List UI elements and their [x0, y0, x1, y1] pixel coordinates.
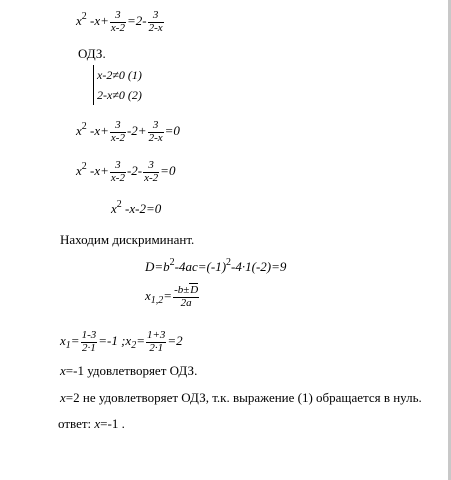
- fraction: $\frac{3}{2-x}$: [148, 119, 163, 144]
- sqrt-sign: D: [190, 284, 199, 296]
- fraction: $\frac{3}{x-2}$: [110, 9, 125, 34]
- fraction: $\frac{3}{2-x}$: [148, 9, 163, 34]
- discriminant-formula: $D=b^2-4ac=(-1)^2-4\cdot 1(-2)=9$: [145, 257, 287, 274]
- note-x1: x=-1 удовлетворяет ОДЗ.: [60, 363, 198, 378]
- system-row-1: x-2≠0 (1): [97, 68, 142, 82]
- fraction: $\frac{3}{x-2}$: [110, 159, 125, 184]
- system-row-2: 2-x≠0 (2): [97, 88, 142, 102]
- odz-heading: ОДЗ.: [78, 46, 106, 61]
- equation-quadratic: $x^2$ -x-2=0: [111, 199, 162, 216]
- fraction: $\frac{-b\pm D}{2a}$: [174, 284, 199, 309]
- equation-step-2: $x^2$ -x+ $\frac{3}{x-2}$ -2+ $\frac{3}{2-x}$ =0: [76, 119, 180, 144]
- equation-original: $x^2$ -x+ $\frac{3}{x-2}$ =2- $\frac{3}{2-x}$: [76, 9, 163, 34]
- roots-values: $x_1=$ $\frac{1-3}{2\cdot 1}$ =-1 $;x_2=$ $\frac{1+3}{2\cdot 1}$ =2: [60, 329, 183, 354]
- odz-system: [93, 65, 142, 105]
- note-x2: x=2 не удовлетворяет ОДЗ, т.к. выражение (1) обращается в нуль.: [60, 390, 422, 405]
- fraction: $\frac{1+3}{2\cdot 1}$: [146, 329, 166, 354]
- discriminant-heading: Находим дискриминант.: [60, 232, 195, 247]
- answer: ответ: x=-1 .: [58, 416, 125, 431]
- fraction: $\frac{3}{x-2}$: [144, 159, 159, 184]
- fraction: $\frac{1-3}{2\cdot 1}$: [81, 329, 97, 354]
- roots-formula: $x_{1,2}=$ $\frac{-b\pm D}{2a}$: [145, 284, 199, 309]
- fraction: $\frac{3}{x-2}$: [110, 119, 125, 144]
- equation-step-3: $x^2$ -x+ $\frac{3}{x-2}$ -2- $\frac{3}{x-2}$ =0: [76, 159, 176, 184]
